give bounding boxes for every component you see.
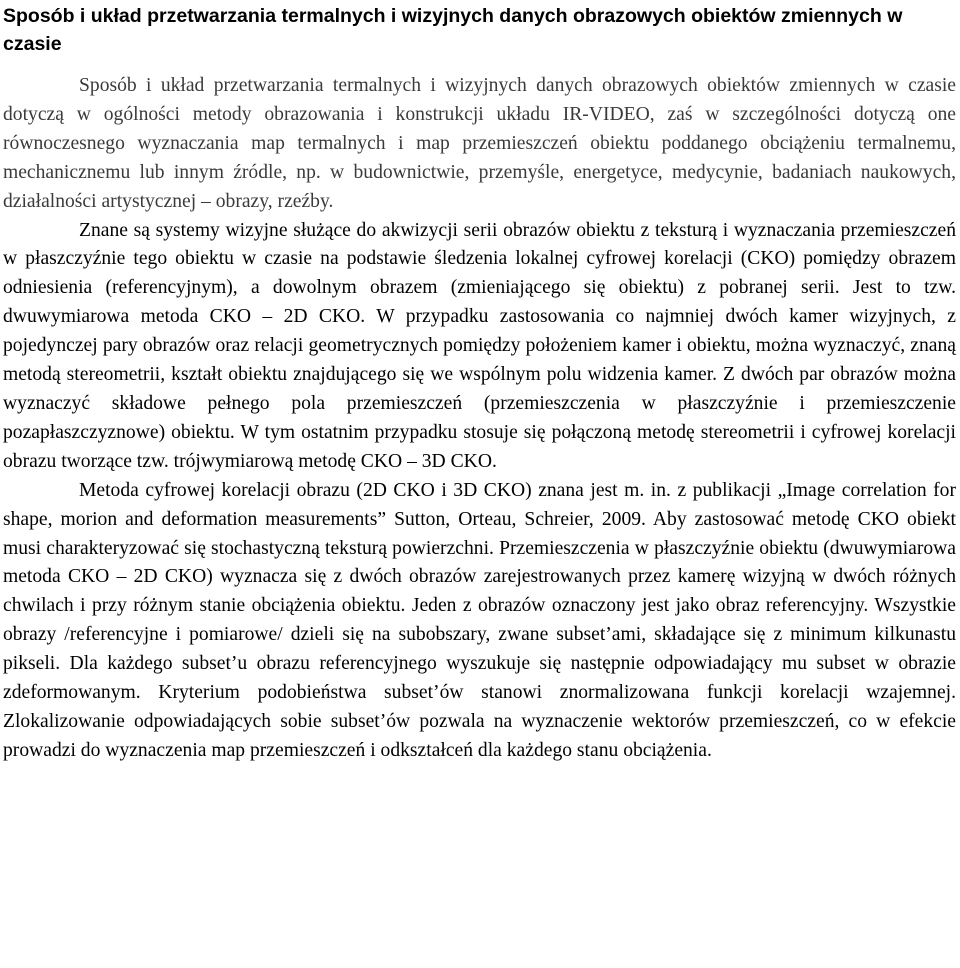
paragraph-intro: Sposób i układ przetwarzania termalnych i wizyjnych danych obrazowych obiektów zmiennych w czasie dotyczą w ogólności metody obrazowania i konstrukcji układu IR-VIDEO, zaś w szczególności dotyczą one równoczesnego wyznaczania map termalnych i map przemieszczeń obiektu poddanego obciążeniu termalnemu, mechanicznemu lub innym źródle, np. w budownictwie, przemyśle, energetyce, medycynie, badaniach naukowych, działalności artystycznej – obrazy, rzeźby. — [3, 75, 956, 212]
paragraph-dic-method: Metoda cyfrowej korelacji obrazu (2D CKO i 3D CKO) znana jest m. in. z publikacji „Image correlation for shape, morion and deformation measurements” Sutton, Orteau, Schreier, 2009. Aby zastosować metodę CKO obiekt musi charakteryzować się stochastyczną teksturą powierzchni. Przemieszczenia w płaszczyźnie obiektu (dwuwymiarowa metoda CKO – 2D CKO) wyznacza się z dwóch obrazów zarejestrowanych przez kamerę wizyjną w dwóch różnych chwilach i przy różnym stanie obciążenia obiektu. Jeden z obrazów oznaczony jest jako obraz referencyjny. Wszystkie obrazy /referencyjne i pomiarowe/ dzieli się na subobszary, zwane subset’ami, składające się z minimum kilkunastu pikseli. Dla każdego subset’u obrazu referencyjnego wyszukuje się następnie odpowiadający mu subset w obrazie zdeformowanym. Kryterium podobieństwa subset’ów stanowi znormalizowana funkcji korelacji wzajemnej. Zlokalizowanie odpowiadających sobie subset’ów pozwala na wyznaczenie wektorów przemieszczeń, co w efekcie prowadzi do wyznaczenia map przemieszczeń i odkształceń dla każdego stanu obciążenia. — [3, 479, 956, 761]
document-page — [3, 2, 956, 766]
paragraph-known-systems: Znane są systemy wizyjne służące do akwizycji serii obrazów obiektu z teksturą i wyznaczania przemieszczeń w płaszczyźnie tego obiektu w czasie na podstawie śledzenia lokalnej cyfrowej korelacji (CKO) pomiędzy obrazem odniesienia (referencyjnym), a dowolnym obrazem (zmieniającego się obiektu) z pobranej serii. Jest to tzw. dwuwymiarowa metoda CKO – 2D CKO. W przypadku zastosowania co najmniej dwóch kamer wizyjnych, z pojedynczej pary obrazów oraz relacji geometrycznych pomiędzy położeniem kamer i obiektu, można wyznaczyć, znaną metodą stereometrii, kształt obiektu znajdującego się we wspólnym polu widzenia kamer. Z dwóch par obrazów można wyznaczyć składowe pełnego pola przemieszczeń (przemieszczenia w płaszczyźnie i przemieszczenie pozapłaszczyznowe) obiektu. W tym ostatnim przypadku stosuje się połączoną metodę stereometrii i cyfrowej korelacji obrazu tworzące tzw. trójwymiarową metodę CKO – 3D CKO. — [3, 219, 956, 472]
document-title: Sposób i układ przetwarzania termalnych i wizyjnych danych obrazowych obiektów zmiennych w czasie — [3, 5, 903, 55]
